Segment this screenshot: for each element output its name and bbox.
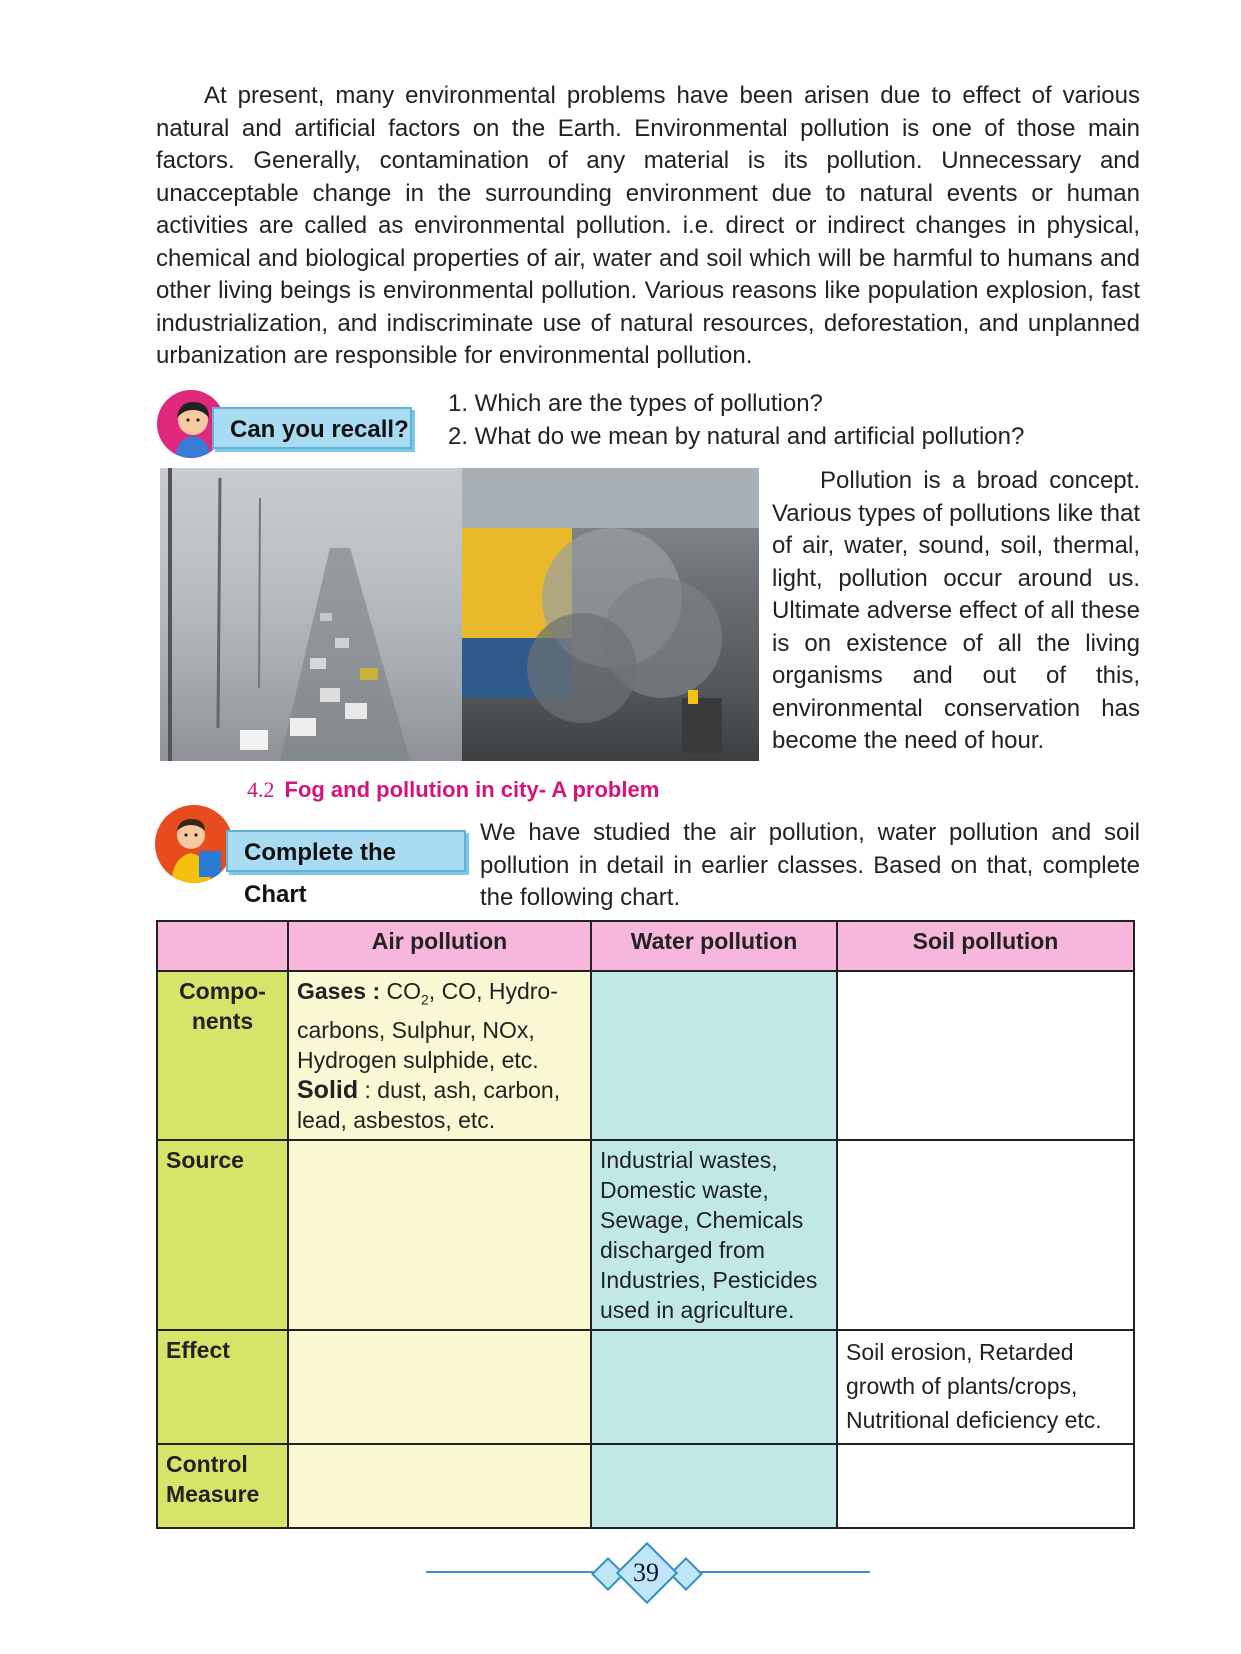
row-label-components: Compo- nents (157, 971, 288, 1140)
truck-smoke-image (462, 468, 759, 761)
pollution-chart-table (156, 920, 1135, 1529)
boy-reading-icon (155, 805, 233, 883)
cell-soil-source[interactable] (837, 1140, 1134, 1330)
cell-air-source[interactable] (288, 1140, 591, 1330)
cell-air-components (288, 971, 591, 1140)
figure-number: 4.2 (247, 777, 275, 802)
footer-line-right (694, 1571, 870, 1573)
header-soil-pollution: Soil pollution (837, 921, 1134, 971)
recall-question: 1. Which are the types of pollution? (448, 390, 823, 417)
gases-label: Gases : (297, 978, 381, 1004)
row-label-control-measure: Control Measure (157, 1444, 288, 1528)
header-corner (157, 921, 288, 971)
row-label-effect: Effect (157, 1330, 288, 1444)
cell-air-effect[interactable] (288, 1330, 591, 1444)
recall-question: 2. What do we mean by natural and artificial pollution? (448, 422, 1025, 450)
row-label-source: Source (157, 1140, 288, 1330)
cell-water-components[interactable] (591, 971, 837, 1140)
cell-soil-effect: Soil erosion, Retarded growth of plants/crops, Nutritional deficiency etc. (837, 1330, 1134, 1444)
cell-air-control[interactable] (288, 1444, 591, 1528)
footer-line-left (426, 1571, 596, 1573)
recall-questions (448, 388, 1024, 453)
cell-soil-components[interactable] (837, 971, 1134, 1140)
broad-concept-paragraph: Pollution is a broad concept. Various types of pollutions like that of air, water, sound, soil, thermal, light, pollution occur around us. Ultimate adverse effect of all these is on existence of all the living organisms and out of this, environmental conservation has become the need of hour. (772, 467, 1140, 754)
table-row-effect (157, 1330, 1134, 1444)
header-water-pollution: Water pollution (591, 921, 837, 971)
gases-co2: CO (386, 978, 421, 1004)
table-row-control (157, 1444, 1134, 1528)
table-header-row (157, 921, 1134, 971)
complete-the-chart-badge: Complete the Chart (226, 830, 466, 872)
cell-water-effect[interactable] (591, 1330, 837, 1444)
truck-smoke-photo (462, 468, 759, 761)
intro-paragraph: At present, many environmental problems have been arisen due to effect of various natural and artificial factors on the Earth. Environmental pollution is one of those main factors. Generally, contamination of any material is its pollution. Unnecessary and unacceptable change in the surrounding environment due to natural events or human activities are called as environmental pollution. i.e. direct or indirect changes in physical, chemical and biological properties of air, water and soil which will be harmful to humans and other living beings is environmental pollution. Various reasons like population explosion, fast industrialization, and indiscriminate use of natural resources, deforestation, and unplanned urbanization are responsible for environmental pollution. (156, 82, 1140, 369)
solid-list: : dust, ash, carbon, lead, asbestos, etc. (297, 1076, 561, 1133)
table-row-source (157, 1140, 1134, 1330)
gases-co2-subscript: 2 (421, 991, 429, 1008)
page-number: 39 (633, 1558, 659, 1587)
figure-caption-text: Fog and pollution in city- A problem (284, 777, 660, 802)
gases-list: , CO, Hydro-carbons, Sulphur, NOx, Hydrogen sulphide, etc. (297, 978, 558, 1073)
can-you-recall-badge: Can you recall? (212, 407, 412, 449)
fog-traffic-photo (160, 468, 462, 761)
cell-water-control[interactable] (591, 1444, 837, 1528)
table-row-components (157, 971, 1134, 1140)
cell-water-source: Industrial wastes, Domestic waste, Sewage, Chemicals discharged from Industries, Pesticides used in agriculture. (591, 1140, 837, 1330)
header-air-pollution: Air pollution (288, 921, 591, 971)
fog-traffic-image (160, 468, 462, 761)
figure-caption (247, 777, 659, 803)
boy-reading-avatar (155, 805, 233, 883)
cell-soil-control[interactable] (837, 1444, 1134, 1528)
solid-label: Solid (297, 1075, 359, 1104)
chart-intro-paragraph: We have studied the air pollution, water pollution and soil pollution in detail in earlier classes. Based on that, complete the following chart. (480, 819, 1140, 911)
